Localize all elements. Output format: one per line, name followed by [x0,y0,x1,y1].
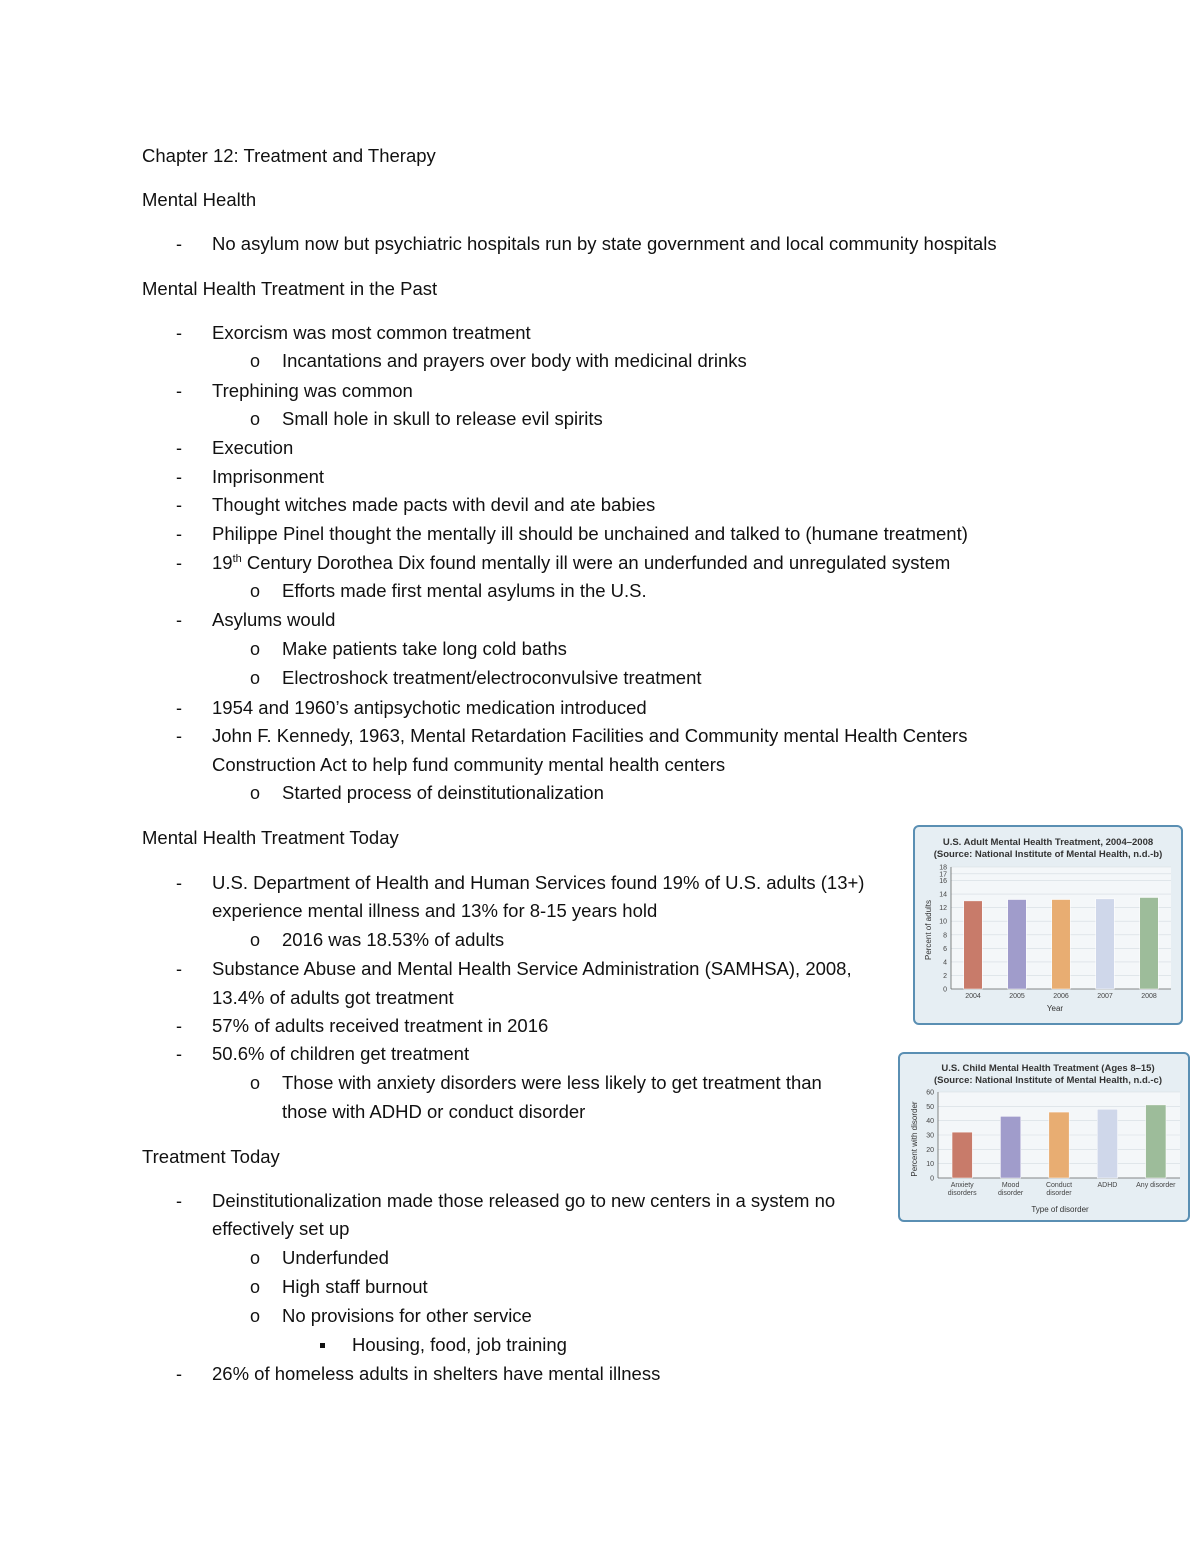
section-heading-today: Mental Health Treatment Today [142,827,399,848]
chart-title: U.S. Child Mental Health Treatment (Ages 8–15) [941,1063,1155,1074]
circle-bullet: o [250,639,261,659]
chart-subtitle: (Source: National Institute of Mental Health, n.d.-b) [933,849,1163,860]
y-tick-label: 2 [943,972,947,980]
y-tick-label: 30 [926,1132,934,1140]
dash-bullet: - [176,495,182,515]
list-item: Make patients take long cold baths [282,638,567,659]
x-axis-label: Year [1046,1004,1064,1013]
document-title: Chapter 12: Treatment and Therapy [142,145,436,166]
dash-bullet: - [176,610,182,630]
dash-bullet: - [176,726,182,746]
list-item-continued: 13.4% of adults got treatment [212,987,454,1008]
circle-bullet: o [250,409,261,429]
adult-treatment-chart [913,825,1183,1025]
list-item-continued: Construction Act to help fund community mental health centers [212,754,726,775]
y-tick-label: 50 [926,1103,934,1111]
bar [1146,1105,1166,1178]
list-item-continued: effectively set up [212,1218,350,1239]
y-tick-label: 20 [926,1146,934,1154]
circle-bullet: o [250,1248,261,1268]
list-item: Incantations and prayers over body with medicinal drinks [282,350,747,371]
y-tick-label: 60 [926,1089,934,1097]
x-tick-label: disorder [997,1190,1024,1197]
list-item: 26% of homeless adults in shelters have mental illness [212,1363,661,1384]
x-tick-label: Anxiety [950,1182,974,1189]
chart-subtitle: (Source: National Institute of Mental Health, n.d.-c) [933,1075,1163,1086]
list-item-continued: experience mental illness and 13% for 8-15 years hold [212,900,658,921]
bar [1000,1116,1020,1178]
dash-bullet: - [176,524,182,544]
list-item: Execution [212,437,294,458]
list-item: No provisions for other service [282,1305,532,1326]
circle-bullet: o [250,1073,261,1093]
chart-title: U.S. Adult Mental Health Treatment, 2004–2008 [942,837,1154,848]
child-treatment-chart [898,1052,1190,1222]
child-chart-svg [900,1054,1188,1220]
list-item: Substance Abuse and Mental Health Service Administration (SAMHSA), 2008, [212,958,852,979]
dash-bullet: - [176,1364,182,1384]
list-item: Efforts made first mental asylums in the U.S. [282,580,647,601]
y-tick-label: 16 [939,878,947,886]
circle-bullet: o [250,1306,261,1326]
bar [1052,900,1070,989]
y-tick-label: 8 [943,932,947,940]
list-item: No asylum now but psychiatric hospitals run by state government and local community hospitals [212,233,997,254]
dash-bullet: - [176,553,182,573]
dash-bullet: - [176,1191,182,1211]
bar [952,1132,972,1178]
x-tick-label: ADHD [1097,1182,1118,1189]
list-item: U.S. Department of Health and Human Services found 19% of U.S. adults (13+) [212,872,865,893]
y-tick-label: 10 [926,1161,934,1169]
list-item: Asylums would [212,609,336,630]
dash-bullet: - [176,438,182,458]
circle-bullet: o [250,1277,261,1297]
square-bullet [320,1343,325,1348]
circle-bullet: o [250,581,261,601]
x-tick-label: disorder [1046,1190,1072,1197]
dash-bullet: - [176,467,182,487]
list-item: Philippe Pinel thought the mentally ill should be unchained and talked to (humane treatment) [212,523,968,544]
bar [1097,1109,1117,1178]
y-tick-label: 12 [939,905,947,913]
list-item: Imprisonment [212,466,325,487]
x-tick-label: Any disorder [1136,1182,1176,1189]
bar [1096,899,1114,989]
y-tick-label: 6 [943,945,947,953]
y-tick-label: 10 [939,918,947,926]
circle-bullet: o [250,668,261,688]
century-text: Century Dorothea Dix found mentally ill were an underfunded and unregulated system [246,552,951,573]
list-item: Deinstitutionalization made those released go to new centers in a system no [212,1190,836,1211]
century-number: 19 [212,552,233,573]
x-tick-label: 2007 [1097,993,1113,1000]
list-item: Small hole in skull to release evil spirits [282,408,603,429]
list-item: Started process of deinstitutionalization [282,782,604,803]
dash-bullet: - [176,698,182,718]
list-item: Trephining was common [212,380,413,401]
list-item [212,552,950,574]
y-tick-label: 17 [939,871,947,879]
x-tick-label: 2008 [1141,993,1157,1000]
ordinal-suffix: th [232,552,242,565]
dash-bullet: - [176,234,182,254]
circle-bullet: o [250,351,261,371]
list-item: 50.6% of children get treatment [212,1043,470,1064]
y-axis-label: Percent of adults [924,899,933,961]
x-axis-label: Type of disorder [1031,1205,1089,1214]
x-tick-label: 2006 [1053,993,1069,1000]
bar [1049,1112,1069,1178]
list-item: 57% of adults received treatment in 2016 [212,1015,549,1036]
bar [964,901,982,989]
y-tick-label: 4 [943,959,947,967]
list-item: 1954 and 1960’s antipsychotic medication introduced [212,697,647,718]
list-item: 2016 was 18.53% of adults [282,929,505,950]
bar [1008,900,1026,989]
list-item: John F. Kennedy, 1963, Mental Retardation Facilities and Community mental Health Centers [212,725,968,746]
list-item: Underfunded [282,1247,389,1268]
y-tick-label: 0 [943,986,947,994]
x-tick-label: 2004 [965,993,981,1000]
section-heading-mental-health: Mental Health [142,189,257,210]
circle-bullet: o [250,783,261,803]
x-tick-label: 2005 [1009,993,1025,1000]
y-tick-label: 14 [939,891,947,899]
y-axis-label: Percent with disorder [910,1101,919,1177]
list-item: Those with anxiety disorders were less likely to get treatment than [282,1072,822,1093]
dash-bullet: - [176,959,182,979]
circle-bullet: o [250,930,261,950]
list-item: Electroshock treatment/electroconvulsive treatment [282,667,702,688]
list-item: Thought witches made pacts with devil and ate babies [212,494,656,515]
section-heading-treatment-today: Treatment Today [142,1146,280,1167]
dash-bullet: - [176,1044,182,1064]
adult-chart-svg [915,827,1181,1023]
x-tick-label: Mood [1001,1182,1020,1189]
y-tick-label: 18 [939,864,947,872]
x-tick-label: disorders [947,1190,977,1197]
x-tick-label: Conduct [1045,1182,1073,1189]
dash-bullet: - [176,873,182,893]
list-item: High staff burnout [282,1276,428,1297]
y-tick-label: 0 [930,1175,934,1183]
list-item-continued: those with ADHD or conduct disorder [282,1101,586,1122]
dash-bullet: - [176,323,182,343]
y-tick-label: 40 [926,1118,934,1126]
bar [1140,898,1158,990]
section-heading-past: Mental Health Treatment in the Past [142,278,438,299]
dash-bullet: - [176,1016,182,1036]
list-item: Housing, food, job training [352,1334,567,1355]
dash-bullet: - [176,381,182,401]
list-item: Exorcism was most common treatment [212,322,531,343]
